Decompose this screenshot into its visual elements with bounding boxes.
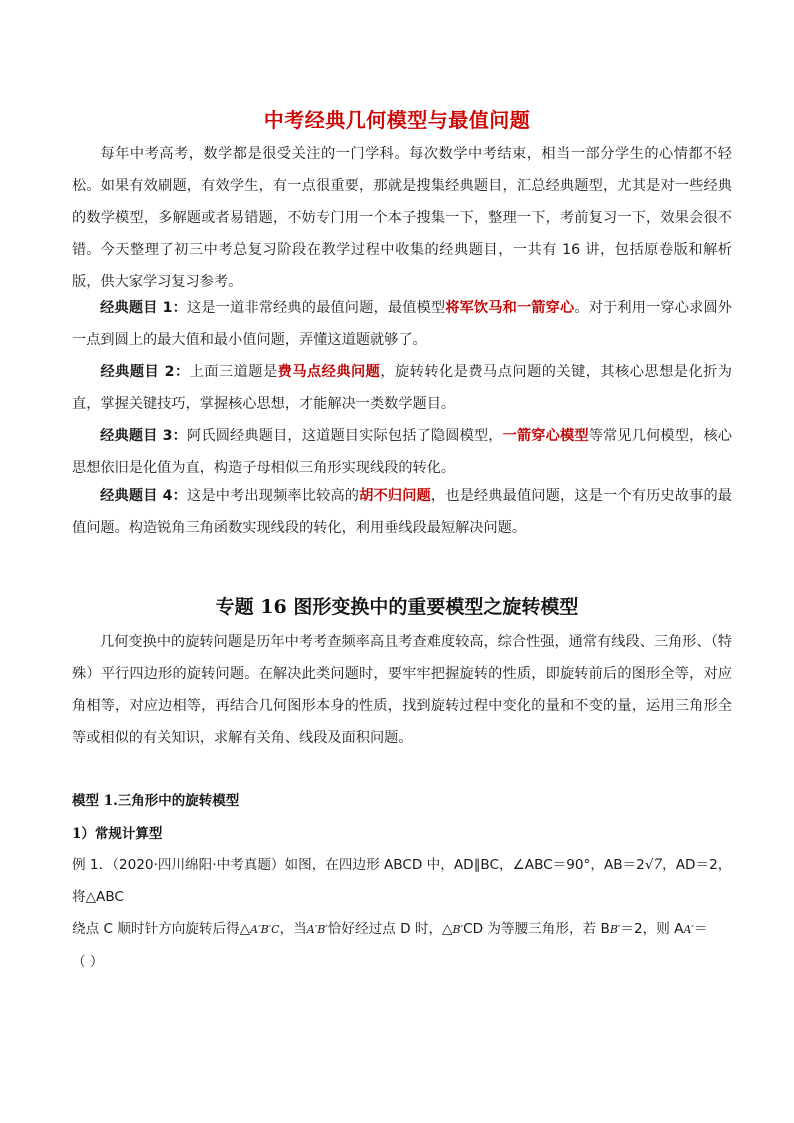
math-point: A′ [683, 923, 694, 936]
classic-item-1 [72, 292, 732, 356]
classic-highlight: 胡不归问题 [359, 488, 431, 504]
model-heading: 模型 1.三角形中的旋转模型 [72, 793, 240, 809]
classic-text: 这是中考出现频率比较高的 [187, 488, 360, 504]
example-text: 绕点 C 顺时针方向旋转后得△ [72, 921, 251, 937]
topic-intro-paragraph [72, 626, 732, 754]
classic-text: 阿氏圆经典题目，这道题目实际包括了隐圆模型， [187, 428, 503, 444]
classic-text: ，旋转转化是费马点问题的关键，其核心思想是化折为直，掌握关键技巧，掌握核心思想，才能解决一类数学题目。 [72, 364, 732, 412]
classic-label: 经典题目 4： [100, 488, 188, 504]
math-point: B′ [609, 923, 621, 936]
example-text: ＝2，则 A [620, 921, 684, 937]
classic-item-2 [72, 356, 732, 420]
intro-paragraph-2 [72, 234, 732, 298]
classic-highlight: 费马点经典问题 [277, 364, 381, 380]
topic-intro-text: 几何变换中的旋转问题是历年中考考查频率高且考查难度较高，综合性强，通常有线段、三角形、（特殊）平行四边形的旋转问题。在解决此类问题时，要牢牢把握旋转的性质，即旋转前后的图形全等，对应角相等，对应边相等，再结合几何图形本身的性质，找到旋转过程中变化的量和不变的量，运用三角形全等或相似的有关知识，求解有关角、线段及面积问题。 [72, 634, 732, 746]
classic-highlight: 将军饮马和一箭穿心 [445, 300, 575, 316]
classic-text: 等常见几何模型，核心思想依旧是化值为直，构造子母相似三角形实现线段的转化。 [72, 428, 732, 476]
example-line-2 [72, 913, 732, 946]
math-segment: A′B′ [306, 923, 328, 936]
classic-label: 经典题目 1： [100, 300, 188, 316]
classic-highlight: 一箭穿心模型 [502, 428, 589, 444]
classic-text: 这是一道非常经典的最值问题，最值模型 [187, 300, 446, 316]
topic-title: 专题 16 图形变换中的重要模型之旋转模型 [215, 596, 579, 618]
classic-text: 上面三道题是 [189, 364, 278, 380]
sub-heading: 1）常规计算型 [72, 826, 163, 842]
intro-text-1: 每年中考高考，数学都是很受关注的一门学科。每次数学中考结束，相当一部分学生的心情都不轻松。如果有效刷题，有效学生，有一点很重要，那就是搜集经典题目，汇总经典题型，尤其是对一些经典的数学模型，多解题或者易错题，不妨专门用一个本子搜集一下，整理一下，考前复习一下，效果会很不错。 [72, 146, 732, 258]
classic-item-4 [72, 480, 732, 544]
example-text: CD 为等腰三角形，若 B [463, 921, 610, 937]
sqrt-expression: √7 [644, 857, 663, 873]
classic-text: ，也是经典最值问题，这是一个有历史故事的最值问题。构造锐角三角函数实现线段的转化，利用垂线段最短解决问题。 [72, 488, 732, 536]
intro-text-2: 今天整理了初三中考总复习阶段在教学过程中收集的经典题目，一共有 16 讲，包括原卷版和解析版，供大家学习复习参考。 [72, 242, 732, 290]
example-1 [72, 849, 732, 978]
classic-item-3 [72, 420, 732, 484]
example-text: ，当 [279, 921, 307, 937]
classic-label: 经典题目 2： [100, 364, 190, 380]
classic-text: 。对于利用一穿心求圆外一点到圆上的最大值和最小值问题，弄懂这道题就够了。 [72, 300, 732, 348]
example-text: 恰好经过点 D 时，△ [327, 921, 453, 937]
math-point: B′ [452, 923, 464, 936]
page-title: 中考经典几何模型与最值问题 [263, 108, 531, 132]
example-text: ＝ [693, 921, 708, 937]
classic-label: 经典题目 3： [100, 428, 188, 444]
example-text: ，AD＝2，将△ABC [72, 857, 732, 905]
math-triangle: A′B′C [250, 923, 280, 936]
example-line-3: （ ） [72, 954, 104, 970]
example-line-1 [72, 849, 732, 913]
example-text: 例 1．（2020·四川绵阳·中考真题）如图，在四边形 ABCD 中，AD∥BC，∠ABC＝90°，AB＝2 [72, 857, 645, 873]
